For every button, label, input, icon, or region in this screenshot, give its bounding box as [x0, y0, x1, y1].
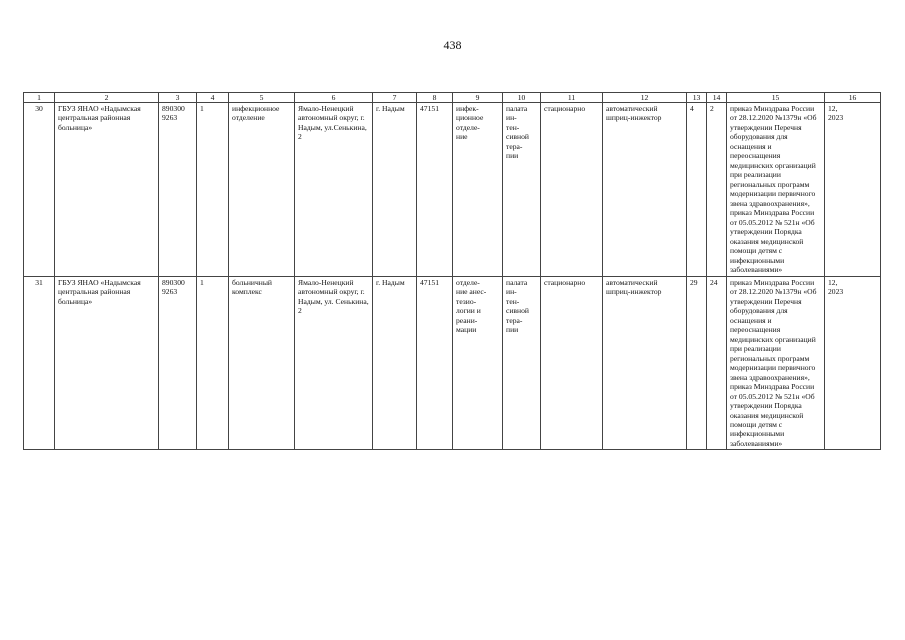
column-header: 4	[197, 93, 229, 103]
code-cell: 47151	[417, 276, 453, 450]
room-cell: палата ин- тен- сивной тера- пии	[503, 103, 541, 277]
city-cell: г. Надым	[373, 276, 417, 450]
row-number: 30	[24, 103, 55, 277]
column-header: 8	[417, 93, 453, 103]
organization-name: ГБУЗ ЯНАО «Надымская центральная районная больница»	[55, 103, 159, 277]
column-header: 16	[825, 93, 881, 103]
address-cell: Ямало-Ненецкий автономный округ, г. Надым, ул.Сенькина, 2	[295, 103, 373, 277]
room-cell: палата ин- тен- сивной тера- пии	[503, 276, 541, 450]
table-row	[24, 103, 881, 277]
column-header: 7	[373, 93, 417, 103]
column-header: 10	[503, 93, 541, 103]
column-header: 2	[55, 93, 159, 103]
date-cell: 12, 2023	[825, 103, 881, 277]
inn-cell: 890300 9263	[159, 103, 197, 277]
department-cell: инфекционное отделение	[229, 103, 295, 277]
basis-cell: приказ Минздрава России от 28.12.2020 №1379н «Об утверждении Перечня оборудования для оснащения и переоснащения медицинских организаций при реализации региональных программ модернизации первичного звена здравоохранения», приказ Минздрава России от 05.05.2012 № 521н «Об утверждении Порядка оказания медицинской помощи детям с инфекционными заболеваниями»	[727, 103, 825, 277]
column-header: 1	[24, 93, 55, 103]
city-cell: г. Надым	[373, 103, 417, 277]
column-number-row	[24, 93, 881, 103]
column-header: 9	[453, 93, 503, 103]
column-13-cell: 29	[687, 276, 707, 450]
column-header: 11	[541, 93, 603, 103]
column-header: 12	[603, 93, 687, 103]
equipment-cell: автоматический шприц-инжектор	[603, 276, 687, 450]
care-type-cell: стационарно	[541, 276, 603, 450]
column-header: 13	[687, 93, 707, 103]
column-14-cell: 2	[707, 103, 727, 277]
column-13-cell: 4	[687, 103, 707, 277]
code-cell: 47151	[417, 103, 453, 277]
organization-name: ГБУЗ ЯНАО «Надымская центральная районная больница»	[55, 276, 159, 450]
column-header: 6	[295, 93, 373, 103]
table-row	[24, 276, 881, 450]
address-cell: Ямало-Ненецкий автономный округ, г. Надым, ул. Сенькина, 2	[295, 276, 373, 450]
unit-cell: отделе- ние анес- тезио- логии и реани- мации	[453, 276, 503, 450]
column-header: 3	[159, 93, 197, 103]
department-cell: больничный комплекс	[229, 276, 295, 450]
care-type-cell: стационарно	[541, 103, 603, 277]
inn-cell: 890300 9263	[159, 276, 197, 450]
column-14-cell: 24	[707, 276, 727, 450]
column-header: 14	[707, 93, 727, 103]
page-number: 438	[443, 38, 462, 52]
column-header: 15	[727, 93, 825, 103]
column-4-cell: 1	[197, 276, 229, 450]
unit-cell: инфек- ционное отделе- ние	[453, 103, 503, 277]
equipment-table	[23, 92, 881, 450]
column-header: 5	[229, 93, 295, 103]
date-cell: 12, 2023	[825, 276, 881, 450]
column-4-cell: 1	[197, 103, 229, 277]
basis-cell: приказ Минздрава России от 28.12.2020 №1379н «Об утверждении Перечня оборудования для оснащения и переоснащения медицинских организаций при реализации региональных программ модернизации первичного звена здравоохранения», приказ Минздрава России от 05.05.2012 № 521н «Об утверждении Порядка оказания медицинской помощи детям с инфекционными заболеваниями»	[727, 276, 825, 450]
equipment-cell: автоматический шприц-инжектор	[603, 103, 687, 277]
row-number: 31	[24, 276, 55, 450]
